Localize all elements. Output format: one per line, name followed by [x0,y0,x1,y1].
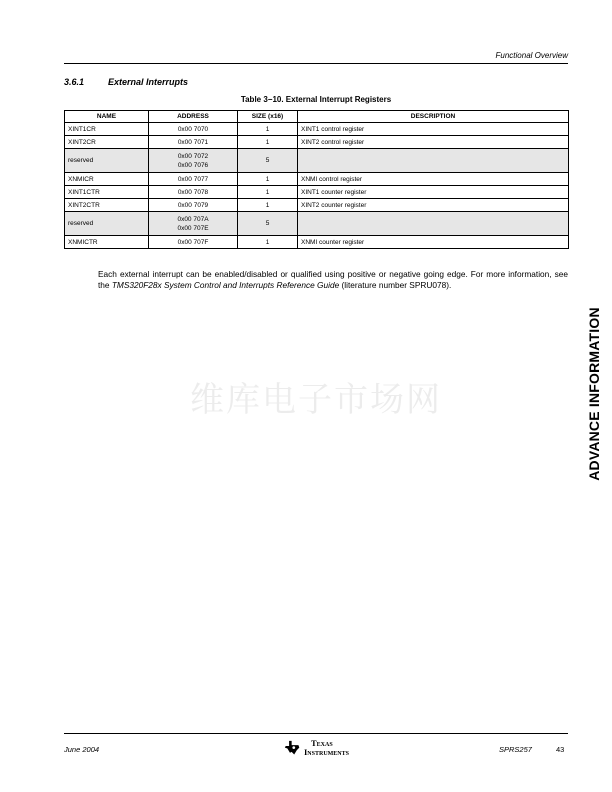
table-row [65,236,569,249]
cell-name: XINT1CR [65,123,149,136]
cell-name: XNMICR [65,173,149,186]
section-heading [64,77,188,87]
body-text-before: Each external interrupt can be enabled/disabled or qualified using positive or negative going edge. For more information, see the [98,269,568,291]
address-range-start: 0x00 707A [177,215,209,223]
section-title: External Interrupts [108,77,189,87]
table-row [65,199,569,212]
cell-name: XINT1CTR [65,186,149,199]
column-header-address: ADDRESS [149,111,238,123]
table-row-reserved [65,212,569,236]
cell-name: XNMICTR [65,236,149,249]
cell-description: XINT2 control register [298,136,569,149]
reference-guide-title: TMS320F28x System Control and Interrupts Reference Guide [111,280,340,291]
advance-information-banner: ADVANCE INFORMATION [586,307,602,481]
cell-address: 0x00 707F [149,236,238,249]
cell-description [298,149,569,173]
cell-description: XNMI counter register [298,236,569,249]
table-row [65,123,569,136]
cell-description: XNMI control register [298,173,569,186]
table-row [65,173,569,186]
footer-date: June 2004 [64,745,100,754]
logo-line-instruments: Instruments [304,747,349,757]
cell-address: 0x00 7078 [149,186,238,199]
cell-address-range [149,149,238,173]
table-row [65,136,569,149]
column-header-name: NAME [65,111,149,123]
column-header-size: SIZE (x16) [238,111,298,123]
texas-state-icon [284,740,301,757]
cell-name: XINT2CTR [65,199,149,212]
running-header-title: Functional Overview [495,51,568,60]
address-range-end: 0x00 7076 [177,161,209,169]
table-row [65,186,569,199]
table-row-reserved [65,149,569,173]
cell-name: XINT2CR [65,136,149,149]
table-caption: Table 3−10. External Interrupt Registers [240,95,392,104]
body-paragraph [98,269,568,291]
footer-document-number: SPRS257 [499,745,532,754]
footer-page-number: 43 [556,745,565,754]
logo-line-texas: Texas [311,738,333,748]
register-table [64,110,569,249]
cell-description: XINT1 control register [298,123,569,136]
table-header-row [65,111,569,123]
cell-size: 1 [238,136,298,149]
cell-size: 1 [238,173,298,186]
address-range-start: 0x00 7072 [177,152,209,160]
cell-size: 1 [238,123,298,136]
cell-description: XINT2 counter register [298,199,569,212]
cell-size: 5 [238,212,298,236]
texas-instruments-logo [284,739,349,757]
cell-name: reserved [65,212,149,236]
cell-size: 1 [238,186,298,199]
column-header-description: DESCRIPTION [298,111,569,123]
footer-rule [64,733,568,734]
cell-name: reserved [65,149,149,173]
cell-address-range [149,212,238,236]
cell-address: 0x00 7079 [149,199,238,212]
cell-description: XINT1 counter register [298,186,569,199]
cell-address: 0x00 7077 [149,173,238,186]
cell-description [298,212,569,236]
header-rule [64,63,568,64]
cell-size: 5 [238,149,298,173]
body-text-after: (literature number SPRU078). [339,280,452,291]
watermark: 维库电子市场网 [190,380,442,420]
cell-size: 1 [238,199,298,212]
section-number: 3.6.1 [64,77,85,87]
address-range-end: 0x00 707E [177,224,209,232]
cell-address: 0x00 7071 [149,136,238,149]
cell-address: 0x00 7070 [149,123,238,136]
cell-size: 1 [238,236,298,249]
